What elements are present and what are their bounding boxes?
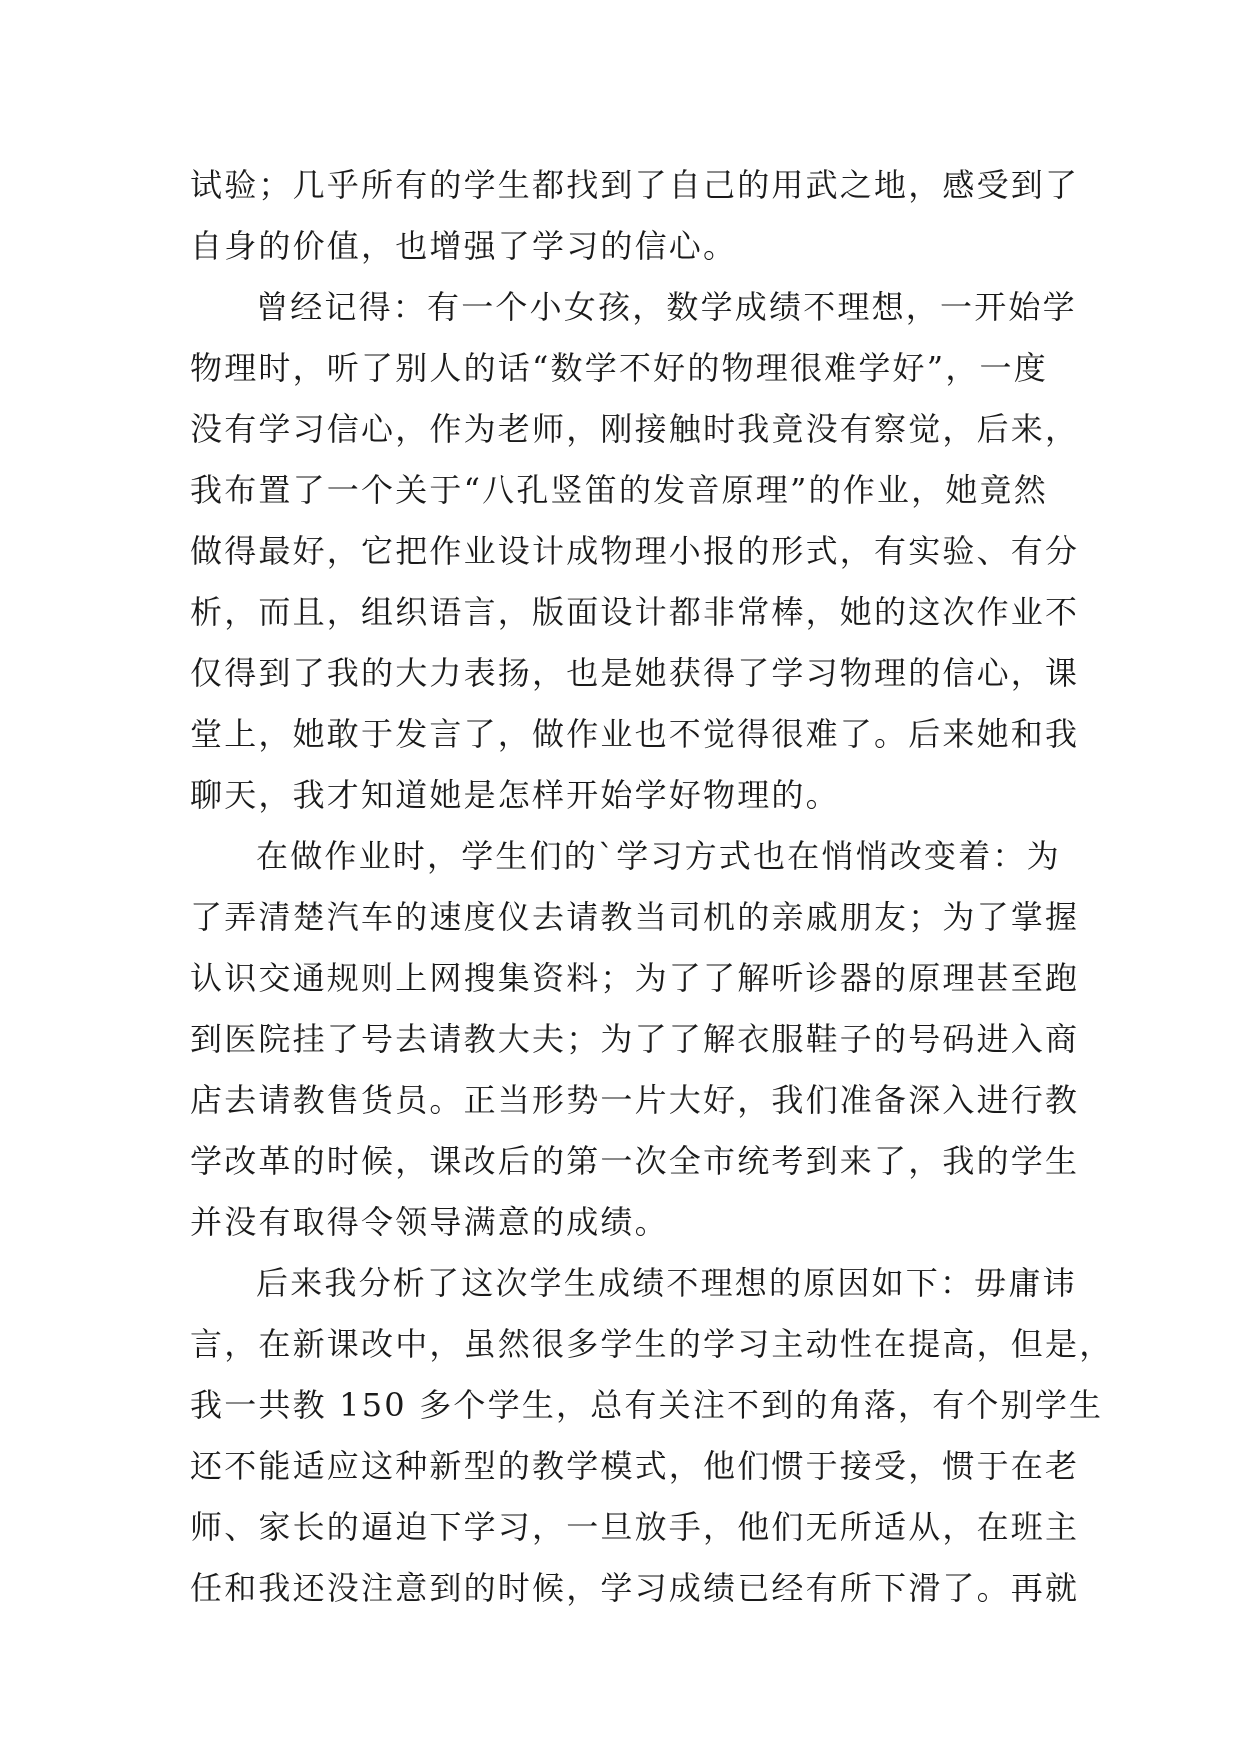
text-line: 没有学习信心，作为老师，刚接触时我竟没有察觉，后来， [190,410,1080,448]
paragraph-2 [190,277,1080,826]
text-line: 店去请教售货员。正当形势一片大好，我们准备深入进行教 [190,1081,1080,1119]
text-line: 聊天，我才知道她是怎样开始学好物理的。 [190,776,840,814]
text-line: 试验；几乎所有的学生都找到了自己的用武之地，感受到了 [190,166,1080,204]
text-line: 物理时，听了别人的话“数学不好的物理很难学好”，一度 [190,349,1048,387]
text-line: 到医院挂了号去请教大夫；为了了解衣服鞋子的号码进入商 [190,1020,1080,1058]
paragraph-4 [190,1253,1114,1619]
text-line: 仅得到了我的大力表扬，也是她获得了学习物理的信心，课 [190,654,1080,692]
text-line: 并没有取得令领导满意的成绩。 [190,1203,669,1241]
text-line: 认识交通规则上网搜集资料；为了了解听诊器的原理甚至跑 [190,959,1080,997]
text-line: 言，在新课改中，虽然很多学生的学习主动性在提高，但是， [190,1325,1114,1363]
text-line: 曾经记得：有一个小女孩，数学成绩不理想，一开始学 [256,288,1077,326]
text-line: 师、家长的逼迫下学习，一旦放手，他们无所适从，在班主 [190,1508,1080,1546]
text-line: 任和我还没注意到的时候，学习成绩已经有所下滑了。再就 [190,1569,1080,1607]
paragraph-1 [190,155,1080,277]
body-text [190,155,1114,1619]
text-line: 我一共教 150 多个学生，总有关注不到的角落，有个别学生 [190,1386,1104,1424]
text-line: 做得最好，它把作业设计成物理小报的形式，有实验、有分 [190,532,1080,570]
paragraph-3 [190,826,1080,1253]
text-line: 我布置了一个关于“八孔竖笛的发音原理”的作业，她竟然 [190,471,1048,509]
text-line: 在做作业时，学生们的`学习方式也在悄悄改变着：为 [256,837,1061,875]
text-line: 析，而且，组织语言，版面设计都非常棒，她的这次作业不 [190,593,1080,631]
text-line: 堂上，她敢于发言了，做作业也不觉得很难了。后来她和我 [190,715,1080,753]
text-line: 自身的价值，也增强了学习的信心。 [190,227,738,265]
text-line: 学改革的时候，课改后的第一次全市统考到来了，我的学生 [190,1142,1080,1180]
text-line: 后来我分析了这次学生成绩不理想的原因如下：毋庸讳 [256,1264,1077,1302]
text-line: 了弄清楚汽车的速度仪去请教当司机的亲戚朋友；为了掌握 [190,898,1080,936]
text-line: 还不能适应这种新型的教学模式，他们惯于接受，惯于在老 [190,1447,1080,1485]
